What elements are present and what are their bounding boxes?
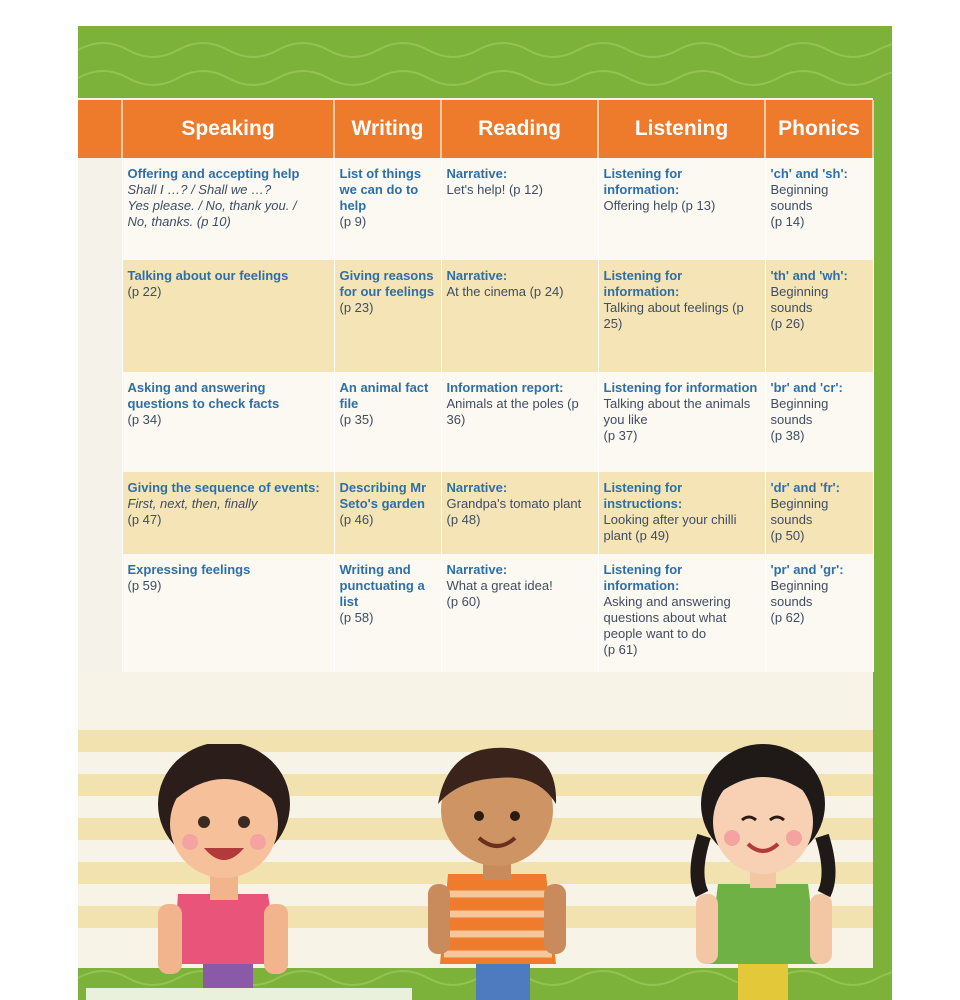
header-stub <box>78 100 122 158</box>
page-ref: (p 50) <box>770 528 805 543</box>
speaking-example: First, next, then, finally <box>127 496 258 511</box>
listening-title: Listening for instructions: <box>603 480 683 511</box>
speaking-title: Talking about our feelings <box>127 268 289 283</box>
page-ref: (p 9) <box>339 214 367 229</box>
listening-text: Offering help (p 13) <box>603 198 716 213</box>
schedule-table <box>78 100 874 672</box>
reading-title: Narrative: <box>446 268 508 283</box>
listening-cell <box>598 260 765 372</box>
girl-pink-shirt-figure <box>158 744 290 1000</box>
page-ref: (p 23) <box>339 300 374 315</box>
row-stub <box>78 554 122 672</box>
page-ref: (p 38) <box>770 428 805 443</box>
speaking-title: Asking and answering questions to check facts <box>127 380 280 411</box>
column-header-writing: Writing <box>334 100 441 158</box>
phonics-text: Beginning sounds <box>770 496 829 527</box>
writing-title: List of things we can do to help <box>339 166 422 213</box>
listening-title: Listening for information: <box>603 166 683 197</box>
speaking-cell <box>122 372 334 472</box>
writing-cell <box>334 158 441 260</box>
page-ref: (p 58) <box>339 610 374 625</box>
reading-text: Let's help! (p 12) <box>446 182 543 197</box>
column-header-reading: Reading <box>441 100 598 158</box>
listening-cell <box>598 372 765 472</box>
reading-text: Animals at the poles (p 36) <box>446 396 579 427</box>
girl-green-shirt-figure <box>696 744 832 1000</box>
page-ref: (p 46) <box>339 512 374 527</box>
table-row <box>78 554 873 672</box>
listening-title: Listening for information <box>603 380 758 395</box>
children-illustration <box>78 744 892 1000</box>
page-ref: (p 35) <box>339 412 374 427</box>
writing-title: Writing and punctuating a list <box>339 562 425 609</box>
speaking-cell <box>122 158 334 260</box>
listening-cell <box>598 472 765 554</box>
phonics-cell <box>765 372 873 472</box>
writing-cell <box>334 372 441 472</box>
speaking-cell <box>122 260 334 372</box>
boy-orange-shirt-figure <box>428 748 566 1000</box>
phonics-title: 'ch' and 'sh': <box>770 166 848 181</box>
speaking-cell <box>122 472 334 554</box>
reading-title: Narrative: <box>446 166 508 181</box>
page-ref: (p 47) <box>127 512 162 527</box>
row-stub <box>78 372 122 472</box>
reading-title: Narrative: <box>446 562 508 577</box>
column-header-speaking: Speaking <box>122 100 334 158</box>
phonics-text: Beginning sounds <box>770 578 829 609</box>
phonics-cell <box>765 554 873 672</box>
table-row <box>78 372 873 472</box>
reading-cell <box>441 158 598 260</box>
listening-cell <box>598 158 765 260</box>
speaking-title: Offering and accepting help <box>127 166 300 181</box>
row-stub <box>78 472 122 554</box>
writing-cell <box>334 554 441 672</box>
column-header-phonics: Phonics <box>765 100 873 158</box>
column-header-listening: Listening <box>598 100 765 158</box>
reading-text: At the cinema (p 24) <box>446 284 564 299</box>
phonics-cell <box>765 158 873 260</box>
phonics-title: 'br' and 'cr': <box>770 380 843 395</box>
row-stub <box>78 260 122 372</box>
writing-title: An animal fact file <box>339 380 429 411</box>
writing-title: Giving reasons for our feelings <box>339 268 435 299</box>
table-row <box>78 158 873 260</box>
page-ref: (p 62) <box>770 610 805 625</box>
speaking-title: Giving the sequence of events: <box>127 480 320 495</box>
page-ref: (p 34) <box>127 412 162 427</box>
reading-text: Grandpa's tomato plant (p 48) <box>446 496 582 527</box>
phonics-text: Beginning sounds <box>770 182 829 213</box>
listening-text: Looking after your chilli plant (p 49) <box>603 512 737 543</box>
phonics-text: Beginning sounds <box>770 396 829 427</box>
page-ref: (p 59) <box>127 578 162 593</box>
speaking-cell <box>122 554 334 672</box>
writing-cell <box>334 260 441 372</box>
listening-text: Asking and answering questions about what people want to do <box>603 594 731 641</box>
page-ref: (p 26) <box>770 316 805 331</box>
table-row <box>78 260 873 372</box>
reading-title: Information report: <box>446 380 564 395</box>
speaking-example: No, thanks. (p 10) <box>127 214 231 229</box>
page-ref: (p 60) <box>446 594 481 609</box>
listening-text: Talking about the animals you like <box>603 396 751 427</box>
writing-cell <box>334 472 441 554</box>
reading-cell <box>441 372 598 472</box>
listening-title: Listening for information: <box>603 562 683 593</box>
speaking-example: Shall I …? / Shall we …? <box>127 182 272 197</box>
listening-title: Listening for information: <box>603 268 683 299</box>
speaking-title: Expressing feelings <box>127 562 251 577</box>
row-stub <box>78 158 122 260</box>
reading-cell <box>441 472 598 554</box>
page-ref: (p 14) <box>770 214 805 229</box>
phonics-text: Beginning sounds <box>770 284 829 315</box>
writing-title: Describing Mr Seto's garden <box>339 480 427 511</box>
listening-text: Talking about feelings (p 25) <box>603 300 744 331</box>
page-ref: (p 37) <box>603 428 638 443</box>
speaking-example: Yes please. / No, thank you. / <box>127 198 297 213</box>
listening-cell <box>598 554 765 672</box>
reading-text: What a great idea! <box>446 578 553 593</box>
page-ref: (p 22) <box>127 284 162 299</box>
phonics-title: 'th' and 'wh': <box>770 268 848 283</box>
reading-cell <box>441 554 598 672</box>
textbook-page <box>78 26 892 1000</box>
table-header-row <box>78 100 873 158</box>
bottom-label-strip <box>86 988 412 1000</box>
table-row <box>78 472 873 554</box>
reading-title: Narrative: <box>446 480 508 495</box>
phonics-cell <box>765 472 873 554</box>
page-ref: (p 61) <box>603 642 638 657</box>
reading-cell <box>441 260 598 372</box>
phonics-title: 'pr' and 'gr': <box>770 562 844 577</box>
phonics-cell <box>765 260 873 372</box>
phonics-title: 'dr' and 'fr': <box>770 480 840 495</box>
